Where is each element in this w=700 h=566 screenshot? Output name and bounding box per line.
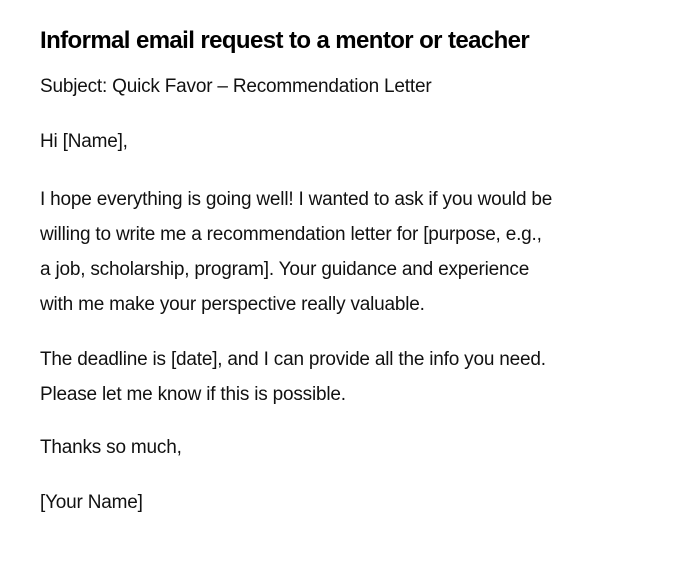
body-line: I hope everything is going well! I wanted to ask if you would be — [40, 189, 553, 210]
email-body-paragraph — [40, 182, 650, 322]
body-line: with me make your perspective really valuable. — [40, 294, 425, 315]
email-greeting: Hi [Name], — [40, 131, 128, 152]
deadline-line: The deadline is [date], and I can provide all the info you need. — [40, 349, 546, 370]
body-line: a job, scholarship, program]. Your guidance and experience — [40, 259, 530, 280]
email-signature: [Your Name] — [40, 492, 143, 513]
document-title: Informal email request to a mentor or teacher — [40, 27, 530, 54]
email-closing: Thanks so much, — [40, 437, 182, 458]
email-subject-line: Subject: Quick Favor – Recommendation Letter — [40, 76, 432, 97]
deadline-line: Please let me know if this is possible. — [40, 384, 346, 405]
email-deadline-paragraph — [40, 342, 650, 412]
body-line: willing to write me a recommendation letter for [purpose, e.g., — [40, 224, 542, 245]
